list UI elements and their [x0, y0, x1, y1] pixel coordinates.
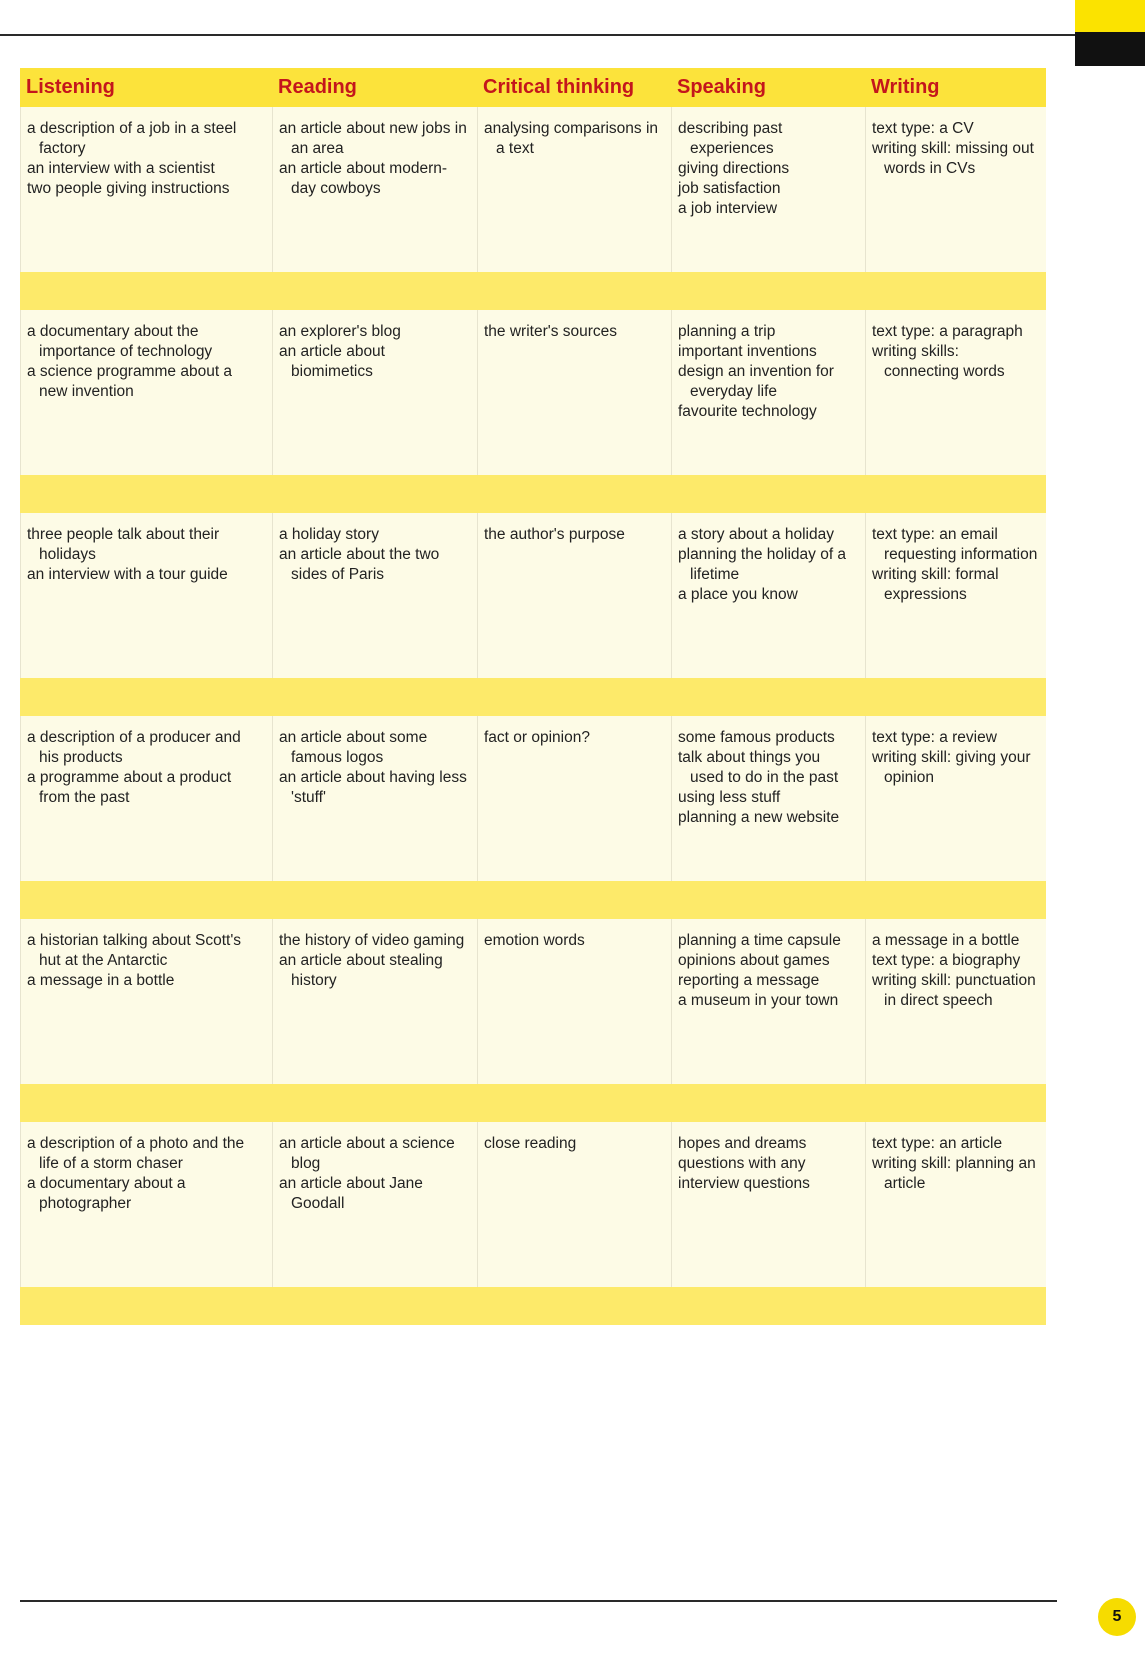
cell-line: a message in a bottle: [872, 932, 1020, 949]
cell-line: a description of a producer and his products: [27, 729, 241, 766]
cell-critical-thinking: [477, 107, 671, 272]
cell-line: writing skill: planning an article: [872, 1155, 1036, 1192]
row-separator-band: [20, 1287, 1046, 1325]
header-reading: Reading: [278, 76, 357, 98]
cell-line: an explorer's blog: [279, 323, 401, 340]
cell-speaking: [671, 919, 865, 1084]
cell-line: text type: a biography: [872, 952, 1021, 969]
cell-line: a documentary about the importance of technology: [27, 323, 213, 360]
cell-reading: [272, 107, 477, 272]
cell-line: planning a trip: [678, 323, 776, 340]
bottom-rule: [20, 1600, 1057, 1602]
cell-line: an article about some famous logos: [279, 729, 428, 766]
cell-line: text type: an email requesting information: [872, 526, 1038, 563]
table-row: [20, 310, 1046, 475]
cell-critical-thinking: [477, 716, 671, 881]
cell-listening: [20, 310, 272, 475]
table-body: [20, 107, 1046, 1325]
cell-line: a story about a holiday: [678, 526, 834, 543]
cell-line: an article about biomimetics: [279, 343, 385, 380]
cell-line: a historian talking about Scott's hut at the Antarctic: [27, 932, 242, 969]
table-row: [20, 716, 1046, 881]
cell-line: an article about a science blog: [279, 1135, 455, 1172]
cell-listening: [20, 1122, 272, 1287]
cell-line: talk about things you used to do in the past: [678, 749, 839, 786]
cell-writing: [865, 310, 1046, 475]
cell-line: favourite technology: [678, 403, 817, 420]
table-row: [20, 919, 1046, 1084]
table-row: [20, 107, 1046, 272]
cell-line: writing skill: punctuation in direct speech: [872, 972, 1036, 1009]
table-row: [20, 513, 1046, 678]
cell-line: writing skill: giving your opinion: [872, 749, 1031, 786]
cell-speaking: [671, 310, 865, 475]
cell-reading: [272, 716, 477, 881]
cell-line: job satisfaction: [678, 180, 781, 197]
cell-writing: [865, 716, 1046, 881]
row-separator-band: [20, 272, 1046, 310]
cell-line: some famous products: [678, 729, 835, 746]
cell-reading: [272, 310, 477, 475]
corner-tab-black: [1075, 32, 1145, 66]
cell-speaking: [671, 107, 865, 272]
cell-line: the history of video gaming: [279, 932, 465, 949]
cell-line: describing past experiences: [678, 120, 783, 157]
cell-reading: [272, 919, 477, 1084]
cell-line: opinions about games: [678, 952, 830, 969]
cell-line: using less stuff: [678, 789, 781, 806]
cell-line: planning the holiday of a lifetime: [678, 546, 847, 583]
cell-line: writing skill: formal expressions: [872, 566, 999, 603]
header-listening: Listening: [26, 76, 115, 98]
header-critical-thinking: Critical thinking: [483, 76, 635, 98]
cell-line: design an invention for everyday life: [678, 363, 834, 400]
cell-line: writing skills: connecting words: [872, 343, 1005, 380]
contents-table: [20, 68, 1046, 1325]
row-separator-band: [20, 475, 1046, 513]
cell-line: an article about modern-day cowboys: [279, 160, 448, 197]
row-separator-band: [20, 678, 1046, 716]
cell-writing: [865, 513, 1046, 678]
page-number-badge: 5: [1098, 1598, 1136, 1636]
corner-tab-yellow: [1075, 0, 1145, 32]
cell-line: text type: a CV: [872, 120, 974, 137]
cell-line: text type: a paragraph: [872, 323, 1023, 340]
cell-line: a message in a bottle: [27, 972, 175, 989]
cell-speaking: [671, 716, 865, 881]
cell-line: planning a new website: [678, 809, 840, 826]
cell-line: giving directions: [678, 160, 790, 177]
cell-line: an article about the two sides of Paris: [279, 546, 440, 583]
top-rule: [0, 34, 1075, 36]
cell-line: a programme about a product from the past: [27, 769, 232, 806]
cell-line: interview questions: [678, 1175, 810, 1192]
cell-line: writing skill: missing out words in CVs: [872, 140, 1034, 177]
cell-line: text type: an article: [872, 1135, 1003, 1152]
cell-line: fact or opinion?: [484, 729, 590, 746]
cell-line: an article about Jane Goodall: [279, 1175, 423, 1212]
cell-critical-thinking: [477, 310, 671, 475]
cell-line: text type: a review: [872, 729, 997, 746]
cell-line: the writer's sources: [484, 323, 618, 340]
row-separator-band: [20, 881, 1046, 919]
cell-line: questions with any: [678, 1155, 806, 1172]
cell-line: emotion words: [484, 932, 585, 949]
cell-line: an article about stealing history: [279, 952, 443, 989]
cell-listening: [20, 513, 272, 678]
cell-listening: [20, 716, 272, 881]
cell-critical-thinking: [477, 1122, 671, 1287]
cell-line: an article about new jobs in an area: [279, 120, 467, 157]
cell-writing: [865, 107, 1046, 272]
cell-listening: [20, 919, 272, 1084]
table-row: [20, 1122, 1046, 1287]
cell-line: a job interview: [678, 200, 778, 217]
cell-line: two people giving instructions: [27, 180, 230, 197]
cell-writing: [865, 919, 1046, 1084]
cell-speaking: [671, 1122, 865, 1287]
table-header: [20, 68, 1046, 107]
cell-line: analysing comparisons in a text: [484, 120, 659, 157]
cell-critical-thinking: [477, 513, 671, 678]
cell-reading: [272, 1122, 477, 1287]
cell-line: close reading: [484, 1135, 577, 1152]
cell-line: hopes and dreams: [678, 1135, 807, 1152]
cell-speaking: [671, 513, 865, 678]
cell-line: a documentary about a photographer: [27, 1175, 186, 1212]
cell-listening: [20, 107, 272, 272]
header-writing: Writing: [871, 76, 940, 98]
cell-line: an interview with a tour guide: [27, 566, 228, 583]
cell-line: a place you know: [678, 586, 798, 603]
cell-writing: [865, 1122, 1046, 1287]
cell-line: an article about having less 'stuff': [279, 769, 467, 806]
cell-line: important inventions: [678, 343, 817, 360]
header-speaking: Speaking: [677, 76, 766, 98]
cell-line: a museum in your town: [678, 992, 839, 1009]
cell-line: reporting a message: [678, 972, 820, 989]
cell-reading: [272, 513, 477, 678]
cell-line: three people talk about their holidays: [27, 526, 220, 563]
row-separator-band: [20, 1084, 1046, 1122]
cell-line: a holiday story: [279, 526, 379, 543]
cell-line: an interview with a scientist: [27, 160, 215, 177]
cell-line: planning a time capsule: [678, 932, 841, 949]
cell-line: a description of a job in a steel factory: [27, 120, 237, 157]
cell-line: the author's purpose: [484, 526, 625, 543]
cell-line: a description of a photo and the life of a storm chaser: [27, 1135, 245, 1172]
cell-critical-thinking: [477, 919, 671, 1084]
cell-line: a science programme about a new invention: [27, 363, 233, 400]
